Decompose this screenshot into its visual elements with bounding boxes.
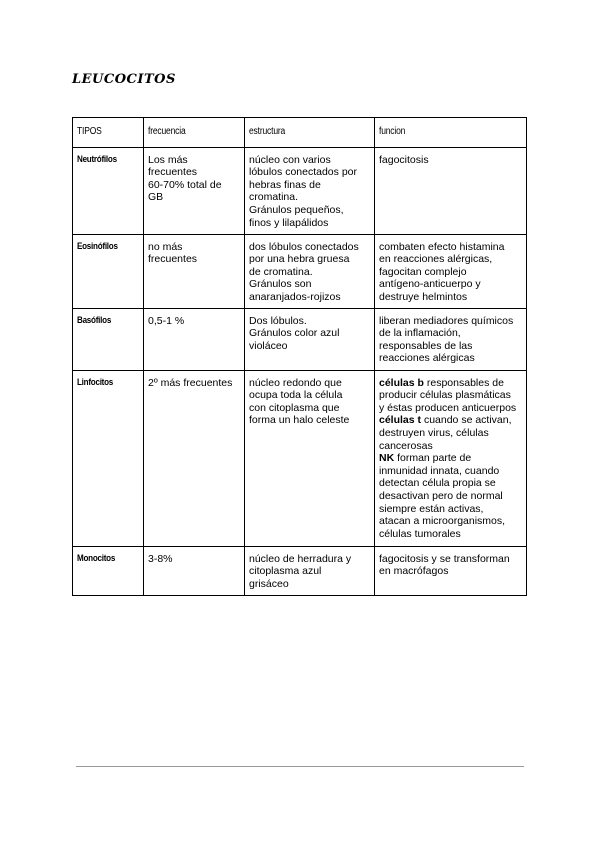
estructura-cell: núcleo de herradura y citoplasma azul grisáceo (245, 546, 375, 595)
estructura-cell: dos lóbulos conectados por una hebra gruesa de cromatina. Gránulos son anaranjados-rojizos (245, 234, 375, 308)
tipo-cell: Basófilos (73, 308, 144, 370)
table-row (73, 308, 527, 370)
table-row (73, 234, 527, 308)
estructura-cell: núcleo con varios lóbulos conectados por hebras finas de cromatina. Gránulos pequeños, finos y lilapálidos (245, 147, 375, 234)
table-row (73, 370, 527, 546)
funcion-cell: combaten efecto histamina en reacciones alérgicas, fagocitan complejo antígeno-anticuerpo y destruye helmintos (375, 234, 527, 308)
header-funcion: funcion (375, 118, 527, 148)
tipo-cell: Monocitos (73, 546, 144, 595)
tipo-cell: Linfocitos (73, 370, 144, 546)
funcion-cell: células b responsables de producir células plasmáticas y éstas producen anticuerpos células t cuando se activan, destruyen virus, células cancerosas NK forman parte de inmunidad innata, cuando detectan célula propia se desactivan pero de normal siempre están activas, atacan a microorganismos, células tumorales (375, 370, 527, 546)
estructura-cell: núcleo redondo que ocupa toda la célula con citoplasma que forma un halo celeste (245, 370, 375, 546)
frecuencia-cell: 0,5-1 % (144, 308, 245, 370)
frecuencia-cell: 2º más frecuentes (144, 370, 245, 546)
header-frecuencia: frecuencia (144, 118, 245, 148)
header-tipos: TIPOS (73, 118, 144, 148)
frecuencia-cell: Los más frecuentes 60-70% total de GB (144, 147, 245, 234)
tipo-cell: Eosinófilos (73, 234, 144, 308)
estructura-cell: Dos lóbulos. Gránulos color azul violáceo (245, 308, 375, 370)
celulas-b-label: células b (379, 376, 424, 389)
nk-label: NK (379, 452, 395, 465)
frecuencia-cell: 3-8% (144, 546, 245, 595)
table-header-row (73, 118, 527, 148)
frecuencia-cell: no más frecuentes (144, 234, 245, 308)
table-row (73, 147, 527, 234)
funcion-cell: fagocitosis (375, 147, 527, 234)
table-row (73, 546, 527, 595)
celulas-t-label: células t (379, 414, 422, 427)
header-estructura: estructura (245, 118, 375, 148)
footer-divider (76, 766, 524, 767)
tipo-cell: Neutrófilos (73, 147, 144, 234)
funcion-cell: fagocitosis y se transforman en macrófagos (375, 546, 527, 595)
page-title: LEUCOCITOS (72, 72, 176, 87)
leucocitos-table (72, 117, 527, 596)
funcion-cell: liberan mediadores químicos de la inflamación, responsables de las reacciones alérgicas (375, 308, 527, 370)
